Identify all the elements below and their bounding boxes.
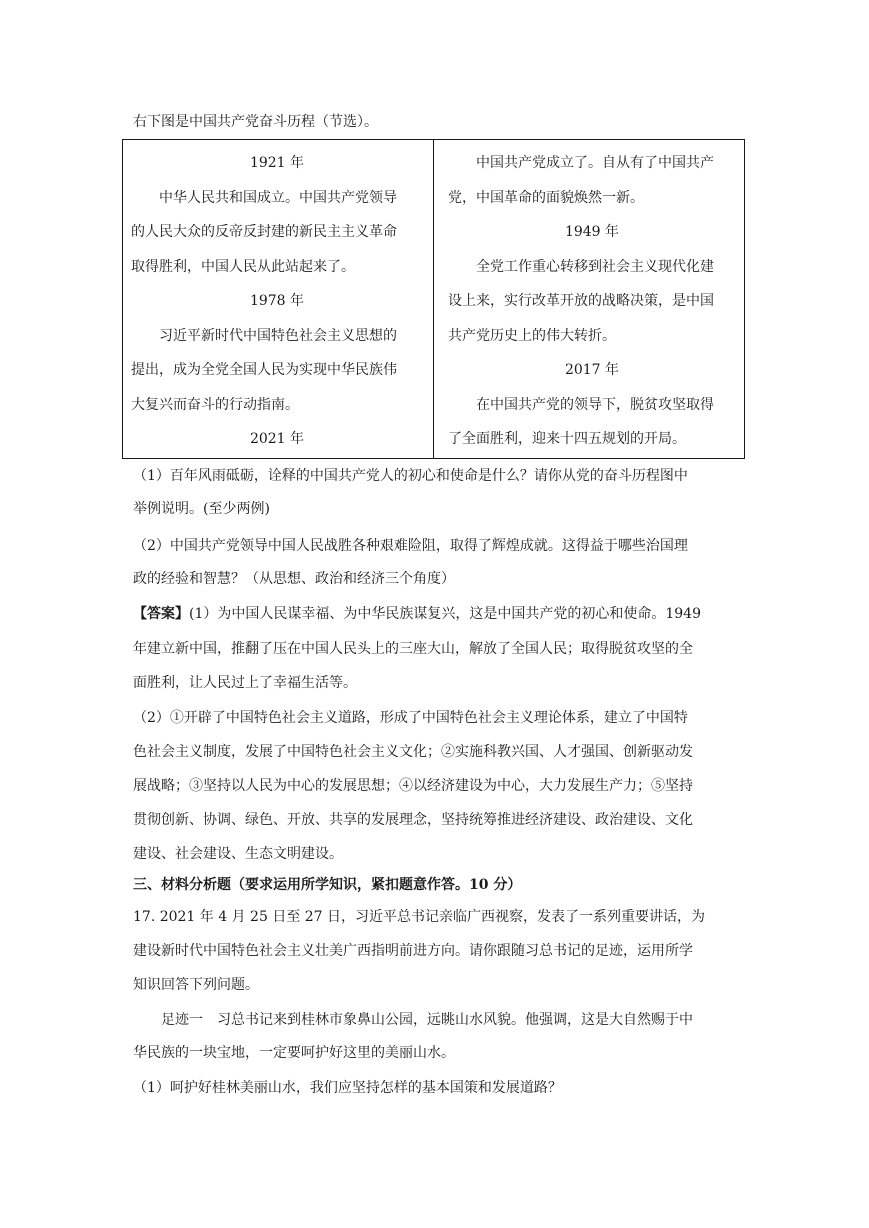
answer-line: 展战略；③坚持以人民为中心的发展思想；④以经济建设为中心，大力发展生产力；⑤坚持 — [133, 778, 693, 794]
answer-1-text: (1）为中国人民谋幸福、为中华民族谋复兴，这是中国共产党的初心和使命。1949 — [189, 606, 701, 622]
table-right-line: 设上来，实行改革开放的战略决策，是中国 — [448, 293, 714, 309]
question-17-line: 知识回答下列问题。 — [133, 977, 259, 993]
answer-line: 年建立新中国，推翻了压在中国人民头上的三座大山，解放了全国人民；取得脱贫攻坚的全 — [133, 641, 693, 657]
table-left-line: 中华人民共和国成立。中国共产党领导 — [159, 189, 397, 206]
table-left-line: 取得胜利，中国人民从此站起来了。 — [131, 258, 355, 275]
footprint-1-line: 足迹一 习总书记来到桂林市象鼻山公园，远眺山水风貌。他强调，这是大自然赐于中 — [161, 1012, 693, 1028]
question-1-line: 举例说明。(至少两例) — [133, 501, 270, 517]
section-heading: 三、材料分析题（要求运用所学知识，紧扣题意作答。10 分） — [133, 877, 522, 893]
answer-line: 色社会主义制度，发展了中国特色社会主义文化；②实施科教兴国、人才强国、创新驱动发 — [133, 744, 693, 760]
history-table — [122, 139, 745, 459]
table-right-line: 了全面胜利，迎来十四五规划的开局。 — [448, 431, 686, 447]
question-2-line: 政的经验和智慧？（从思想、政治和经济三个角度） — [133, 571, 455, 587]
table-left-line: 1921 年 — [249, 155, 305, 171]
table-right-line: 共产党历史上的伟大转折。 — [448, 327, 616, 344]
table-left-line: 2021 年 — [249, 431, 305, 447]
table-right-line: 全党工作重心转移到社会主义现代化建 — [476, 258, 714, 275]
table-left-line: 1978 年 — [249, 293, 305, 309]
table-right-line: 中国共产党成立了。自从有了中国共产 — [476, 155, 714, 171]
table-right-line: 2017 年 — [564, 362, 620, 378]
question-17-line: 17. 2021 年 4 月 25 日至 27 日，习近平总书记亲临广西视察，发表了一系列重要讲话，为 — [133, 909, 706, 925]
question-1-line: （1）百年风雨砥砺，诠释的中国共产党人的初心和使命是什么？请你从党的奋斗历程图中 — [133, 468, 688, 484]
question-2-line: （2）中国共产党领导中国人民战胜各种艰难险阻，取得了辉煌成就。这得益于哪些治国理 — [133, 538, 688, 554]
sub-question-1: （1）呵护好桂林美丽山水，我们应坚持怎样的基本国策和发展道路？ — [133, 1080, 562, 1096]
history-right-column — [434, 140, 745, 459]
table-left-line: 的人民大众的反帝反封建的新民主主义革命 — [131, 224, 397, 240]
table-left-line: 提出，成为全党全国人民为实现中华民族伟 — [131, 362, 397, 378]
history-left-column — [123, 140, 434, 459]
answer-line: 贯彻创新、协调、绿色、开放、共享的发展理念，坚持统筹推进经济建设、政治建设、文化 — [133, 812, 693, 828]
table-left-line: 大复兴而奋斗的行动指南。 — [131, 396, 299, 413]
answer-tag: 【答案】 — [133, 606, 189, 622]
footprint-1-line: 华民族的一块宝地，一定要呵护好这里的美丽山水。 — [133, 1045, 455, 1061]
answer-line — [133, 604, 743, 624]
intro-text: 右下图是中国共产党奋斗历程（节选）。 — [133, 114, 378, 130]
answer-line: 建设、社会建设、生态文明建设。 — [133, 846, 343, 862]
question-17-line: 建设新时代中国特色社会主义壮美广西指明前进方向。请你跟随习总书记的足迹，运用所学 — [133, 943, 693, 959]
table-right-line: 在中国共产党的领导下，脱贫攻坚取得 — [476, 396, 714, 413]
answer-line: （2）①开辟了中国特色社会主义道路，形成了中国特色社会主义理论体系，建立了中国特 — [133, 710, 688, 726]
table-right-line: 党，中国革命的面貌焕然一新。 — [448, 189, 644, 206]
answer-line: 面胜利，让人民过上了幸福生活等。 — [133, 675, 357, 691]
table-right-line: 1949 年 — [564, 224, 620, 240]
table-left-line: 习近平新时代中国特色社会主义思想的 — [159, 327, 397, 344]
